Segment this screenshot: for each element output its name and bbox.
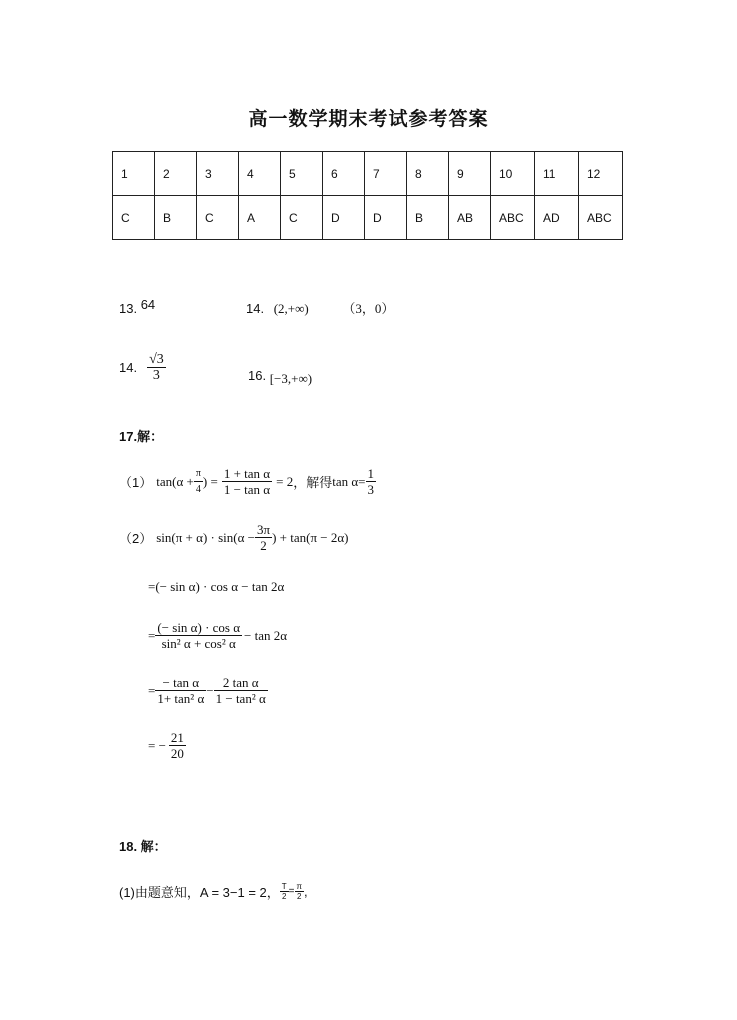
answer-table [112, 151, 623, 240]
q14-answer-2: （3，0） [342, 301, 395, 316]
q17-p1-prefix: （1） [119, 475, 153, 490]
q13-answer: 64 [140, 297, 156, 312]
q15-fraction [147, 352, 166, 383]
table-cell: D [323, 196, 365, 240]
q14-label: 14. [246, 301, 265, 316]
q17-s2-num: (− sin α) · cos α [157, 620, 241, 635]
q18-line1-a: A = 3−1 = 2， [199, 885, 280, 900]
page-title: 高一数学期末考试参考答案 [248, 109, 489, 130]
table-cell: ABC [579, 196, 623, 240]
q15-num: √3 [149, 352, 164, 367]
q18-line1-end: , [304, 884, 308, 899]
q17-p1-pi-fraction [194, 466, 203, 497]
q18-pi-fraction [295, 882, 305, 901]
table-cell: 10 [491, 152, 535, 196]
table-cell: B [407, 196, 449, 240]
q17-p2-b: ) + tan(π − 2α) [272, 529, 349, 545]
q17-p1-num: 1 + tan α [223, 466, 271, 481]
q13 [119, 297, 156, 316]
q17-s4-den: 20 [170, 746, 184, 761]
table-cell: 2 [155, 152, 197, 196]
q17-p1-res-num: 1 [367, 466, 374, 481]
q17-p1-eq: = 2 [276, 473, 294, 489]
table-row-numbers [113, 152, 623, 196]
q13-label: 13. [119, 301, 138, 316]
q16-label: 16. [248, 368, 267, 383]
q17-part1 [119, 466, 376, 497]
q17-p2-num: 3π [257, 522, 271, 537]
table-cell: C [113, 196, 155, 240]
q17-step3 [148, 675, 268, 706]
table-cell: A [239, 196, 281, 240]
q15-den: 3 [152, 368, 160, 383]
q17-s3-fraction-1 [155, 675, 206, 706]
table-cell: 9 [449, 152, 491, 196]
q17-s3-eq: = [148, 682, 156, 698]
q18-pi-den: 2 [297, 892, 302, 901]
table-cell: B [155, 196, 197, 240]
table-cell: 12 [579, 152, 623, 196]
q18-t-fraction [280, 882, 289, 901]
q17-p1-pi-num: π [194, 466, 203, 482]
q18-line1-prefix: (1)由题意知， [119, 885, 200, 900]
q17-p1-den: 1 − tan α [223, 482, 271, 497]
q17-s2-fraction [155, 620, 242, 651]
q17-s2-den: sin² α + cos² α [161, 636, 236, 651]
q17-step4 [148, 730, 186, 761]
q17-s3-num2: 2 tan α [214, 675, 268, 691]
table-cell: 8 [407, 152, 449, 196]
q17-s4-eq: = − [148, 737, 166, 753]
q17-p1-pi-den: 4 [195, 484, 201, 495]
table-cell: 4 [239, 152, 281, 196]
table-cell: D [365, 196, 407, 240]
q17-p1-fraction [222, 466, 272, 497]
q17-s2-tail: − tan 2α [244, 627, 288, 643]
table-cell: 5 [281, 152, 323, 196]
table-cell: 6 [323, 152, 365, 196]
q18-pi-num: π [296, 882, 303, 891]
q17-s3-den2: 1 − tan² α [215, 691, 266, 706]
table-row-answers [113, 196, 623, 240]
q14-answer: (2,+∞) [273, 301, 309, 316]
q17-s3-mid: − [206, 682, 214, 698]
q17-p1-tan: tan α= [332, 473, 366, 489]
q17-p1-lhs: tan(α + [156, 473, 194, 489]
q17-label: 17.解： [119, 429, 164, 444]
q17-p1-result [366, 466, 377, 497]
table-cell: ABC [491, 196, 535, 240]
q17-s3-den1: 1+ tan² α [157, 691, 205, 706]
q17-s3-fraction-2 [214, 675, 268, 706]
table-cell: C [197, 196, 239, 240]
q16-answer: [−3,+∞) [269, 371, 313, 386]
q18-line1 [119, 882, 308, 901]
table-cell: 3 [197, 152, 239, 196]
q15-label: 14. [119, 360, 138, 375]
q18-label: 18. 解： [119, 839, 167, 854]
q17-s4-num: 21 [170, 730, 184, 745]
q17-step1: =(− sin α) · cos α − tan 2α [148, 579, 285, 594]
q17-s3-num1: − tan α [155, 675, 206, 691]
q14 [246, 298, 394, 317]
q17-step2 [148, 620, 287, 651]
q15 [119, 352, 166, 383]
table-cell: AB [449, 196, 491, 240]
table-cell: 1 [113, 152, 155, 196]
q17-s4-fraction [169, 730, 186, 761]
q17-p2-a: sin(π + α) · sin(α − [156, 529, 255, 545]
q18-t-num: T [281, 882, 287, 891]
q17-p1-text: ，解得 [293, 475, 333, 490]
table-cell: AD [535, 196, 579, 240]
q17-p2-fraction [255, 522, 272, 553]
table-cell: C [281, 196, 323, 240]
q18-line1-eq: = [288, 886, 295, 897]
q17-s2-eq: = [148, 627, 156, 643]
q17-p2-den: 2 [260, 538, 267, 553]
table-cell: 11 [535, 152, 579, 196]
q17-p2-prefix: （2） [119, 531, 153, 546]
q16 [248, 368, 312, 384]
q18-t-den: 2 [281, 892, 287, 901]
q17-part2 [119, 522, 349, 553]
q17-p1-res-den: 3 [367, 482, 374, 497]
table-cell: 7 [365, 152, 407, 196]
q17-p1-close: ) = [202, 473, 218, 489]
